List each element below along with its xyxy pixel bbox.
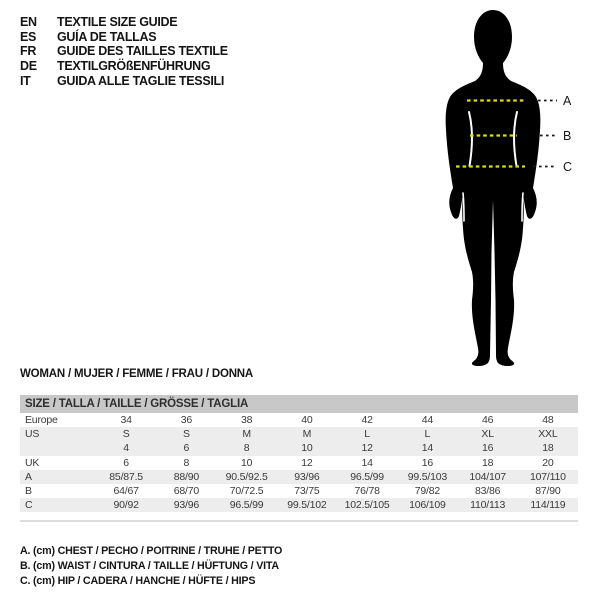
row-label — [20, 441, 96, 455]
language-label: TEXTILGRÖßENFÜHRUNG — [57, 59, 211, 74]
language-code: IT — [20, 73, 31, 88]
legend-hip: C. (cm) HIP / CADERA / HANCHE / HÜFTE / HIPS — [20, 575, 256, 588]
language-row-es — [20, 30, 228, 45]
table-cell: 106/109 — [409, 499, 446, 512]
table-cell: 73/75 — [294, 484, 320, 497]
language-code: DE — [20, 59, 37, 74]
table-cell: 104/107 — [469, 470, 506, 483]
table-cell: 96.5/99 — [350, 470, 384, 483]
table-cell: 93/96 — [173, 499, 200, 512]
table-cell: 110/113 — [470, 499, 506, 512]
table-cell: 4 — [123, 442, 129, 455]
gender-title: WOMAN / MUJER / FEMME / FRAU / DONNA — [20, 368, 254, 380]
table-cell: 6 — [183, 442, 190, 455]
table-cell: 14 — [421, 442, 434, 455]
table-cell: 102.5/105 — [344, 499, 390, 512]
table-cell: 40 — [301, 414, 313, 426]
table-cell: 12 — [301, 456, 313, 469]
table-row-europe — [20, 413, 578, 427]
table-cell: 46 — [481, 414, 494, 426]
legend-chest: A. (cm) CHEST / PECHO / POITRINE / TRUHE / PETTO — [20, 545, 283, 557]
language-row-en — [20, 15, 228, 30]
measurement-figure — [430, 0, 600, 378]
table-row-uk — [20, 456, 578, 470]
table-cell: 6 — [123, 456, 129, 469]
row-label: US — [25, 428, 40, 441]
table-row-us-letters — [20, 427, 578, 441]
table-cell: 42 — [361, 414, 373, 426]
table-cell: L — [364, 428, 370, 441]
language-code: ES — [20, 29, 37, 44]
table-cell: 68/70 — [173, 484, 200, 497]
table-cell: M — [302, 428, 312, 441]
table-cell: 99.5/103 — [407, 470, 448, 483]
table-cell: M — [242, 428, 251, 441]
table-cell: 85/87.5 — [109, 470, 143, 483]
language-row-fr — [20, 44, 228, 59]
table-row-chest-a — [20, 470, 578, 484]
table-row-waist-b — [20, 484, 578, 498]
table-cell: 8 — [243, 442, 250, 455]
table-cell: 10 — [301, 442, 313, 455]
table-cell: 90.5/92.5 — [225, 470, 268, 483]
measure-label-a: A — [563, 94, 572, 108]
row-label: A — [25, 470, 32, 483]
table-cell: 90/92 — [113, 499, 139, 512]
table-cell: 96.5/99 — [229, 499, 264, 512]
language-row-it — [20, 73, 228, 88]
language-code: EN — [20, 15, 37, 30]
row-label: Europe — [25, 414, 58, 426]
language-title-list — [20, 15, 228, 88]
table-cell: 16 — [421, 456, 434, 469]
size-table-header: SIZE / TALLA / TAILLE / GRÖSSE / TAGLIA — [20, 395, 578, 413]
language-label: TEXTILE SIZE GUIDE — [57, 15, 178, 30]
table-row-us-numbers — [20, 441, 578, 455]
table-cell: 8 — [183, 456, 190, 469]
table-cell: 88/90 — [173, 470, 200, 483]
language-label: GUIDE DES TAILLES TEXTILE — [57, 44, 228, 59]
size-table — [20, 395, 578, 512]
table-cell: 34 — [120, 414, 132, 426]
table-cell: 107/110 — [529, 470, 566, 483]
table-cell: 114/119 — [530, 499, 566, 512]
table-cell: 48 — [542, 414, 554, 426]
language-row-de — [20, 59, 228, 74]
table-cell: 12 — [361, 442, 373, 455]
table-cell: 83/86 — [474, 484, 501, 497]
table-row-hip-c — [20, 498, 578, 512]
table-cell: 76/78 — [354, 484, 380, 497]
table-cell: 36 — [180, 414, 193, 426]
measure-label-c: C — [563, 160, 573, 174]
table-cell: 79/82 — [414, 484, 441, 497]
table-cell: 18 — [481, 456, 494, 469]
table-cell: 99.5/102 — [287, 499, 327, 512]
language-code: FR — [20, 44, 37, 59]
table-cell: 87/90 — [535, 484, 561, 497]
table-cell: S — [122, 428, 130, 441]
table-cell: S — [182, 428, 190, 441]
table-bottom-rule — [20, 520, 578, 522]
table-cell: 38 — [240, 414, 253, 426]
language-label: GUIDA ALLE TAGLIE TESSILI — [57, 73, 225, 88]
table-cell: L — [424, 428, 431, 441]
table-cell: 64/67 — [113, 484, 139, 497]
table-cell: 14 — [361, 456, 373, 469]
table-cell: 93/96 — [294, 470, 320, 483]
table-cell: 70/72.5 — [229, 484, 264, 497]
language-label: GUÍA DE TALLAS — [57, 29, 157, 44]
measure-label-b: B — [563, 129, 572, 143]
table-cell: 20 — [542, 456, 554, 469]
table-cell: 16 — [481, 442, 494, 455]
table-cell: 18 — [542, 442, 554, 455]
row-label: UK — [25, 456, 40, 469]
measure-legend — [20, 544, 282, 590]
table-cell: 10 — [240, 456, 253, 469]
row-label: B — [25, 484, 32, 497]
row-label: C — [25, 499, 33, 512]
table-cell: XL — [481, 428, 494, 441]
legend-waist: B. (cm) WAIST / CINTURA / TAILLE / HÜFTUNG / VITA — [20, 560, 279, 573]
table-cell: XXL — [538, 428, 558, 441]
table-cell: 44 — [421, 414, 434, 426]
